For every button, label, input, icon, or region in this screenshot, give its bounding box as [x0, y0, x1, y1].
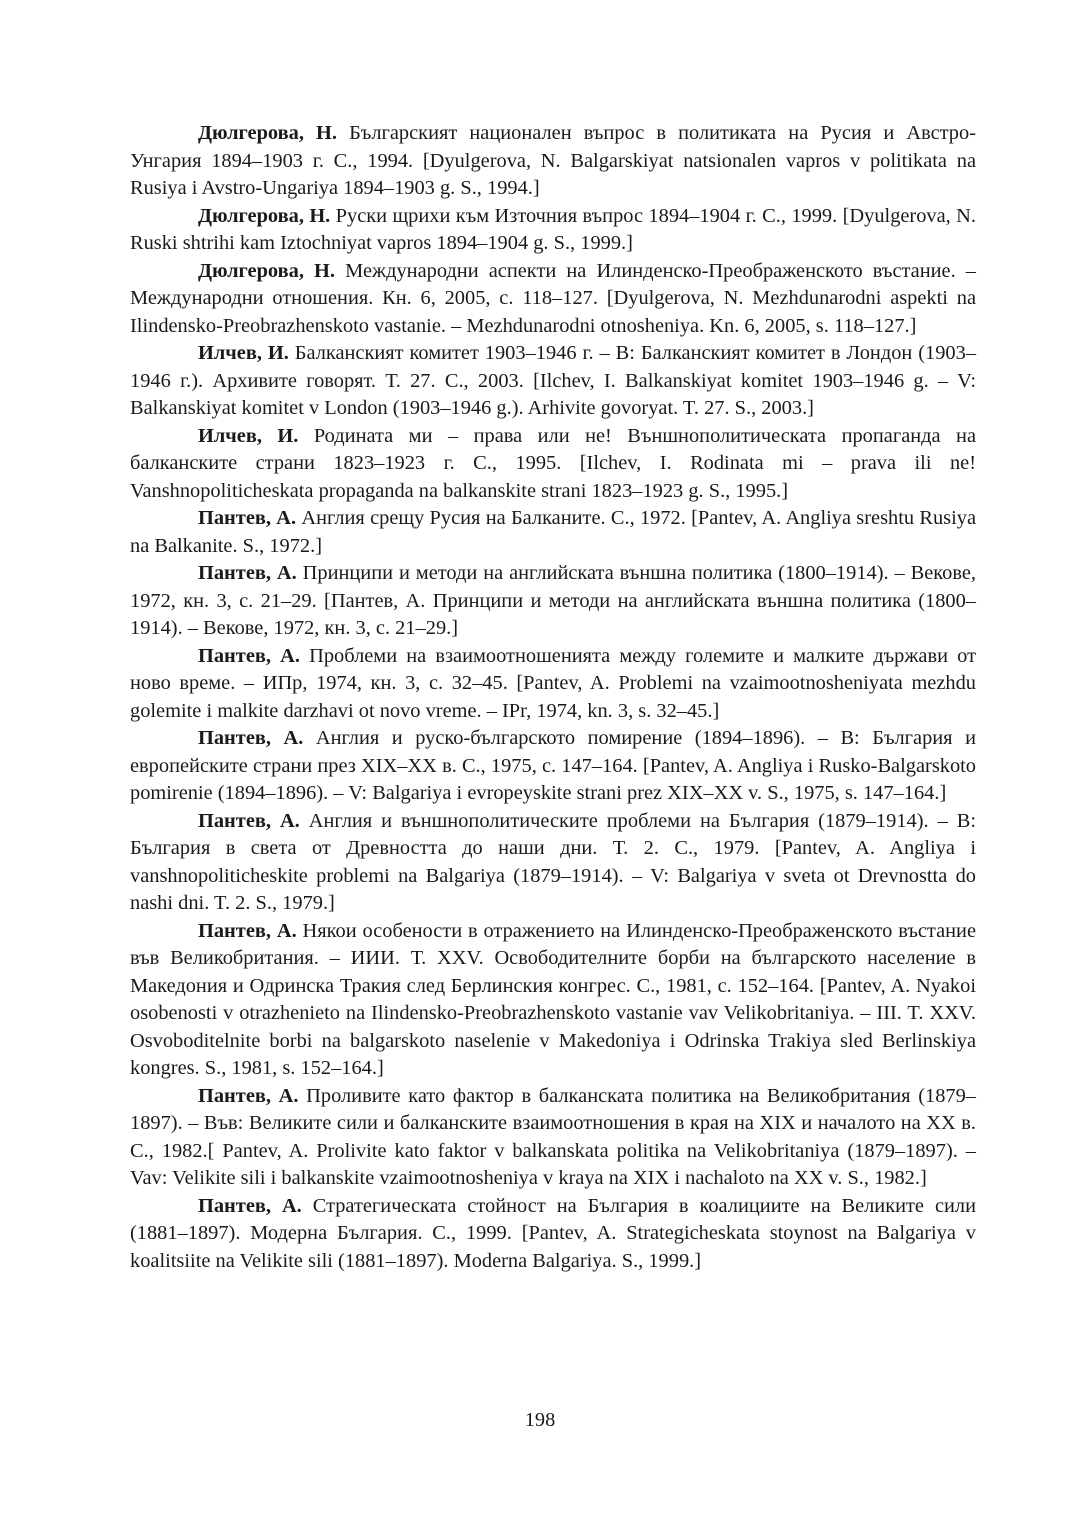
entry-text: Проливите като фактор в балканската политика на Великобритания (1879–1897). – Във: Великите сили и балканските взаимоотношения в края на XIX и началото на XX в. С., 1982.[ Pantev, A. Prolivite kato faktor v balkanskata politika na Velikobritaniya (1879–1897). – Vav: Velikite sili i balkanskite vzaimootnosheniya v kraya na XIX i nachaloto na XX v. S., 1982.]: [130, 1084, 976, 1189]
entry-author: Пантев, А.: [198, 644, 300, 667]
entry-author: Дюлгерова, Н.: [198, 122, 337, 144]
bibliography-entry: [130, 340, 976, 423]
entry-text: Англия срещу Русия на Балканите. С., 1972. [Pantev, A. Angliya sreshtu Rusiya na Balkanite. S., 1972.]: [130, 507, 976, 557]
entry-author: Пантев, А.: [198, 809, 300, 832]
bibliography-entry: [130, 725, 976, 808]
entry-author: Пантев, А.: [198, 727, 304, 749]
entry-author: Илчев, И.: [198, 342, 289, 364]
entry-text: Международни аспекти на Илинденско-Преображенското въстание. – Международни отношения. Кн. 6, 2005, с. 118–127. [Dyulgerova, N. Mezhdunarodni aspekti na Ilindensko-Preobrazhenskoto vastanie. – Mezhdunarodni otnosheniya. Kn. 6, 2005, s. 118–127.]: [130, 259, 976, 337]
entry-author: Дюлгерова, Н.: [198, 259, 335, 282]
entry-text: Англия и външнополитическите проблеми на България (1879–1914). – В: България в света от Древността до наши дни. Т. 2. С., 1979. [Pantev, A. Angliya i vanshnopoliticheskite problemi na Balgariya (1879–1914). – V: Balgariya v sveta ot Drevnostta do nashi dni. T. 2. S., 1979.]: [130, 809, 976, 914]
bibliography-entry: [130, 1083, 976, 1193]
entry-text: Някои особености в отражението на Илинденско-Преображенското въстание във Великобритания. – ИИИ. Т. XXV. Освободителните борби на българското население в Македония и Одринска Тракия след Берлинския конгрес. С., 1981, с. 152–164. [Pantev, A. Nyakoi osobenosti v otrazhenieto na Ilindensko-Preobrazhenskoto vastanie vav Velikobritaniya. – III. T. XXV. Osvoboditelnite borbi na balgarskoto naselenie v Makedoniya i Odrinska Trakiya sled Berlinskiya kongres. S., 1981, s. 152–164.]: [130, 919, 976, 1079]
entry-text: Българският национален въпрос в политиката на Русия и Австро-Унгария 1894–1903 г. С., 1994. [Dyulgerova, N. Balgarskiyat natsionalen vapros v politikata na Rusiya i Avstro-Ungariya 1894–1903 g. S., 1994.]: [130, 122, 976, 199]
entry-text: Родината ми – права или не! Външнополитическата пропаганда на балканските страни 1823–1923 г. С., 1995. [Ilchev, I. Rodinata mi – prava ili ne! Vanshnopoliticheskata propaganda na balkanskite strani 1823–1923 g. S., 1995.]: [130, 424, 977, 502]
entry-text: Балканският комитет 1903–1946 г. – В: Балканският комитет в Лондон (1903–1946 г.). Архивите говорят. Т. 27. С., 2003. [Ilchev, I. Balkanskiyat komitet 1903–1946 g. – V: Balkanskiyat komitet v London (1903–1946 g.). Arhivite govoryat. T. 27. S., 2003.]: [130, 342, 977, 419]
bibliography-entry: [130, 258, 976, 341]
bibliography-entry: [130, 120, 976, 203]
bibliography-entry: [130, 643, 976, 726]
entry-author: Дюлгерова, Н.: [198, 204, 331, 227]
entry-text: Принципи и методи на английската външна политика (1800–1914). – Векове, 1972, кн. 3, с. 21–29. [Пантев, А. Принципи и методи на английската външна политика (1800–1914). – Векове, 1972, кн. 3, с. 21–29.]: [130, 562, 977, 639]
bibliography-entry: [130, 918, 976, 1083]
entry-text: Англия и руско-българското помирение (1894–1896). – В: България и европейските страни през XIX–XX в. С., 1975, с. 147–164. [Pantev, A. Angliya i Rusko-Balgarskoto pomirenie (1894–1896). – V: Balgariya i evropeyskite strani prez XIX–XX v. S., 1975, s. 147–164.]: [130, 727, 976, 804]
entry-text: Руски щрихи към Източния въпрос 1894–1904 г. С., 1999. [Dyulgerova, N. Ruski shtrihi kam Iztochniyat vapros 1894–1904 g. S., 1999.]: [130, 204, 976, 254]
bibliography-entry: [130, 505, 976, 560]
page-number: 198: [524, 1409, 556, 1431]
entry-author: Пантев, А.: [198, 1084, 299, 1107]
entry-author: Пантев, А.: [198, 1194, 302, 1217]
entry-text: Проблеми на взаимоотношенията между големите и малките държави от ново време. – ИПр, 1974, кн. 3, с. 32–45. [Pantev, A. Problemi na vzaimootnosheniyata mezhdu golemite i malkite darzhavi ot novo vreme. – IPr, 1974, kn. 3, s. 32–45.]: [130, 644, 976, 722]
entry-author: Илчев, И.: [198, 424, 299, 447]
entry-author: Пантев, А.: [198, 507, 297, 529]
bibliography-entry: [130, 808, 976, 918]
bibliography-entry: [130, 203, 976, 258]
bibliography-list: [130, 120, 976, 1275]
bibliography-entry: [130, 560, 976, 643]
entry-author: Пантев, А.: [198, 919, 297, 942]
bibliography-entry: [130, 423, 976, 506]
bibliography-entry: [130, 1193, 976, 1276]
entry-text: Стратегическата стойност на България в коалициите на Великите сили (1881–1897). Модерна България. С., 1999. [Pantev, A. Strategicheskata stoynost na Balgariya v koalitsiite na Velikite sili (1881–1897). Moderna Balgariya. S., 1999.]: [130, 1194, 976, 1272]
entry-author: Пантев, А.: [198, 562, 297, 584]
